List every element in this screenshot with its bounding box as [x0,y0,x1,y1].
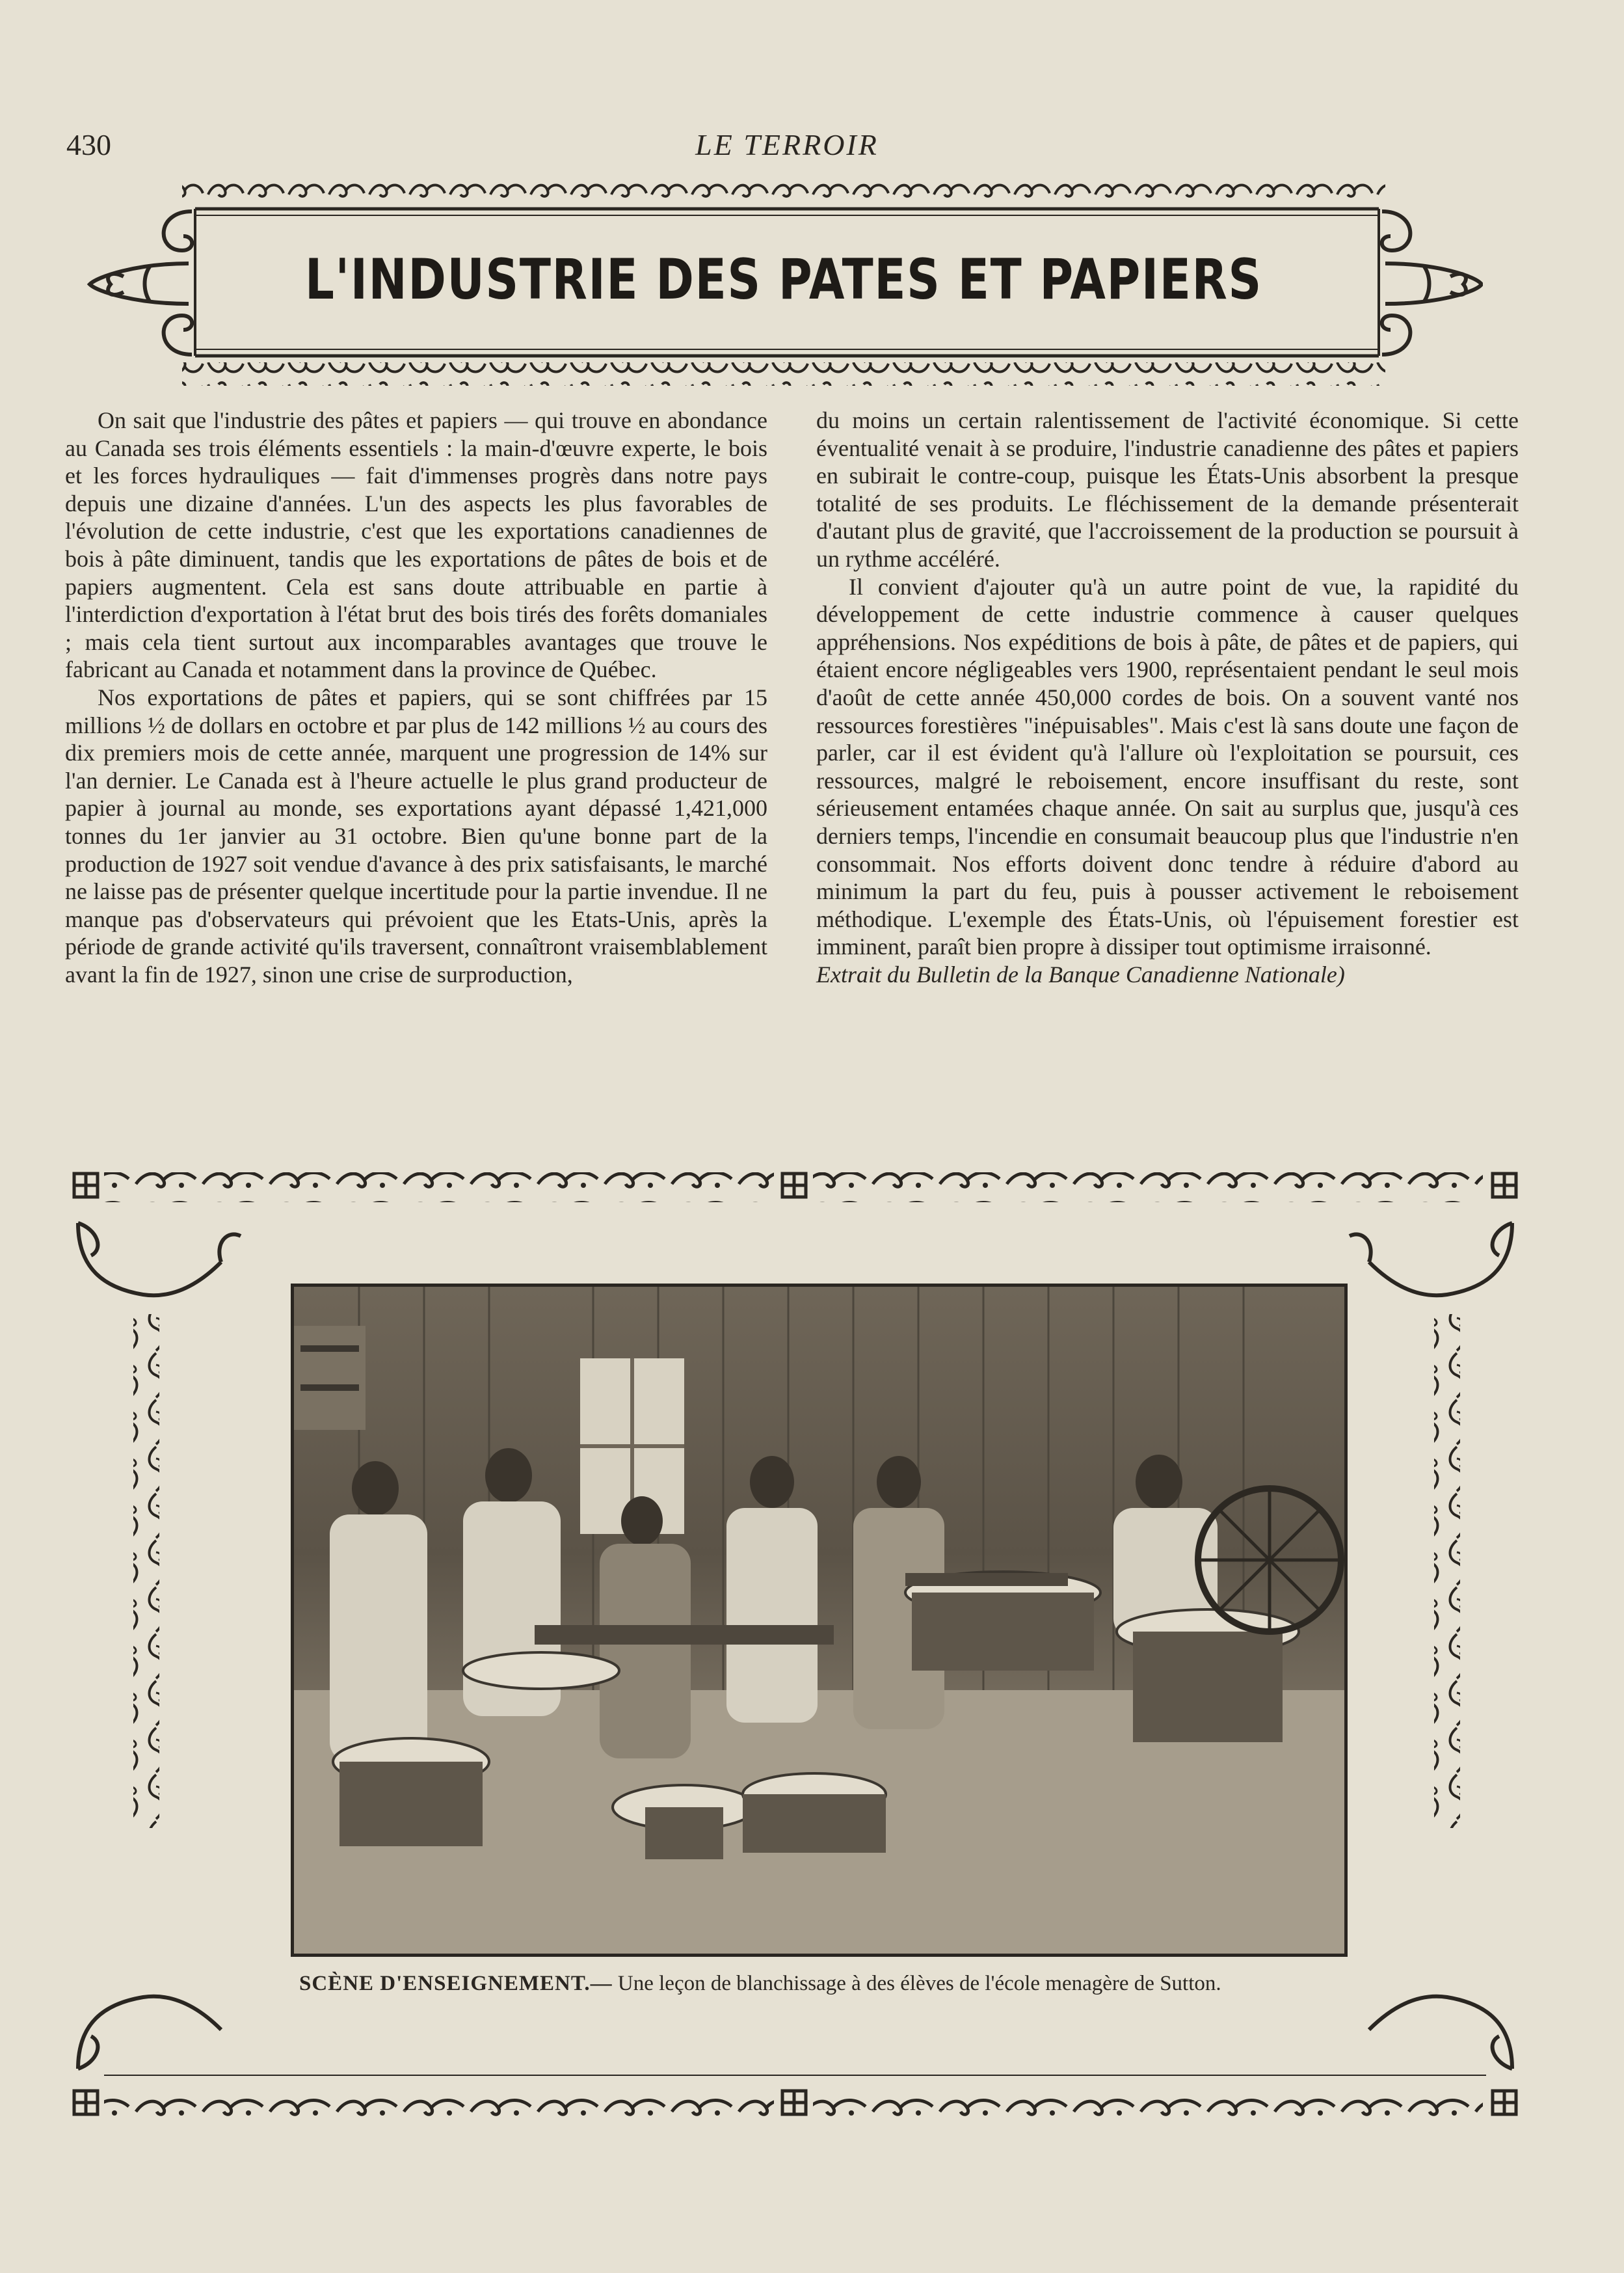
running-title: LE TERROIR [695,128,879,161]
article-source: Extrait du Bulletin de la Banque Canadienne Nationale) [816,961,1345,988]
photo-illustration [294,1287,1344,1954]
left-column [65,407,767,988]
caption-lead: SCÈNE D'ENSEIGNEMENT.— [299,1972,613,1995]
right-column [816,407,1519,988]
paragraph: du moins un certain ralentissement de l'activité économique. Si cette éventualité venait à se produire, l'industrie canadienne des pâtes et papiers en subirait le contre-coup, puisque les États-Unis absorbent la presque totalité de ses produits. Le fléchissement de la demande présenterait d'autant plus de gravité, que l'accroissement de la production se poursuit à un rythme accéléré. [816,407,1519,572]
laundry-lesson-photograph [291,1284,1348,1957]
paragraph: Nos exportations de pâtes et papiers, qui se sont chiffrées par 15 millions ½ de dollars en octobre et par plus de 142 millions ½ au cours des dix premiers mois de cette année, marquent une progression de 14% sur l'an dernier. Le Canada est à l'heure actuelle le plus grand producteur de papier à journal au monde, ses exportations ayant dépassé 1,421,000 tonnes du 1er janvier au 31 octobre. Bien qu'une bonne part de la production de 1927 soit vendue d'avance à des prix satisfaisants, le marché ne laisse pas de présenter quelque incertitude pour la partie invendue. Il ne manque pas d'observateurs qui prévoient que les Etats-Unis, après la période de grande activité qu'ils traversent, connaîtront vraisemblablement avant la fin de 1927, sinon une crise de surproduction, [65,684,767,988]
caption-text: Une leçon de blanchissage à des élèves de l'école menagère de Sutton. [612,1972,1221,1995]
article-body [65,407,1522,1116]
article-title: L'INDUSTRIE DES PATES ET PAPIERS [304,247,1263,312]
figure-caption [299,1971,1372,1996]
paragraph: On sait que l'industrie des pâtes et papiers — qui trouve en abondance au Canada ses trois éléments essentiels : la main-d'œuvre experte, le bois et les forces hydrauliques — fait d'immenses progrès dans notre pays depuis une dizaine d'années. L'un des aspects les plus favorables de l'évolution de cette industrie, c'est que les exportations canadiennes de bois à pâte diminuent, tandis que les exportations de pâtes de bois et de papiers augmentent. Cela est sans doute attribuable en partie à l'interdiction d'exportation à l'état brut des bois tirés des forêts domaniales ; mais cela tient surtout aux incomparables avantages que trouve le fabricant au Canada et notamment dans la province de Québec. [65,407,767,683]
page-number: 430 [66,128,111,161]
title-ornamental-frame [85,179,1483,387]
paragraph: Il convient d'ajouter qu'à un autre point de vue, la rapidité du développement de cette industrie commence à causer quelques appréhensions. Nos expéditions de bois à pâte, de pâtes et de papiers, qui étaient encore négligeables vers 1900, représentaient pendant le seul mois d'août de cette année 450,000 cordes de bois. On a souvent vanté nos ressources forestières "inépuisables". Mais c'est là sans doute une façon de parler, car il est évident qu'à l'allure où l'exploitation se poursuit, ces ressources, malgré le reboisement, encore insuffisant du reste, sont sérieusement entamées chaque année. On sait au surplus que, jusqu'à ces derniers temps, l'incendie en consumait beaucoup plus que l'industrie n'en consommait. Nos efforts doivent donc tendre à réduire d'abord au minimum la part du feu, puis à pousser activement le reboisement méthodique. L'exemple des États-Unis, où l'épuisement forestier est imminent, paraît bien propre à dissiper tout optimisme irraisonné. [816,573,1519,960]
figure-ornamental-frame [65,1164,1525,2121]
